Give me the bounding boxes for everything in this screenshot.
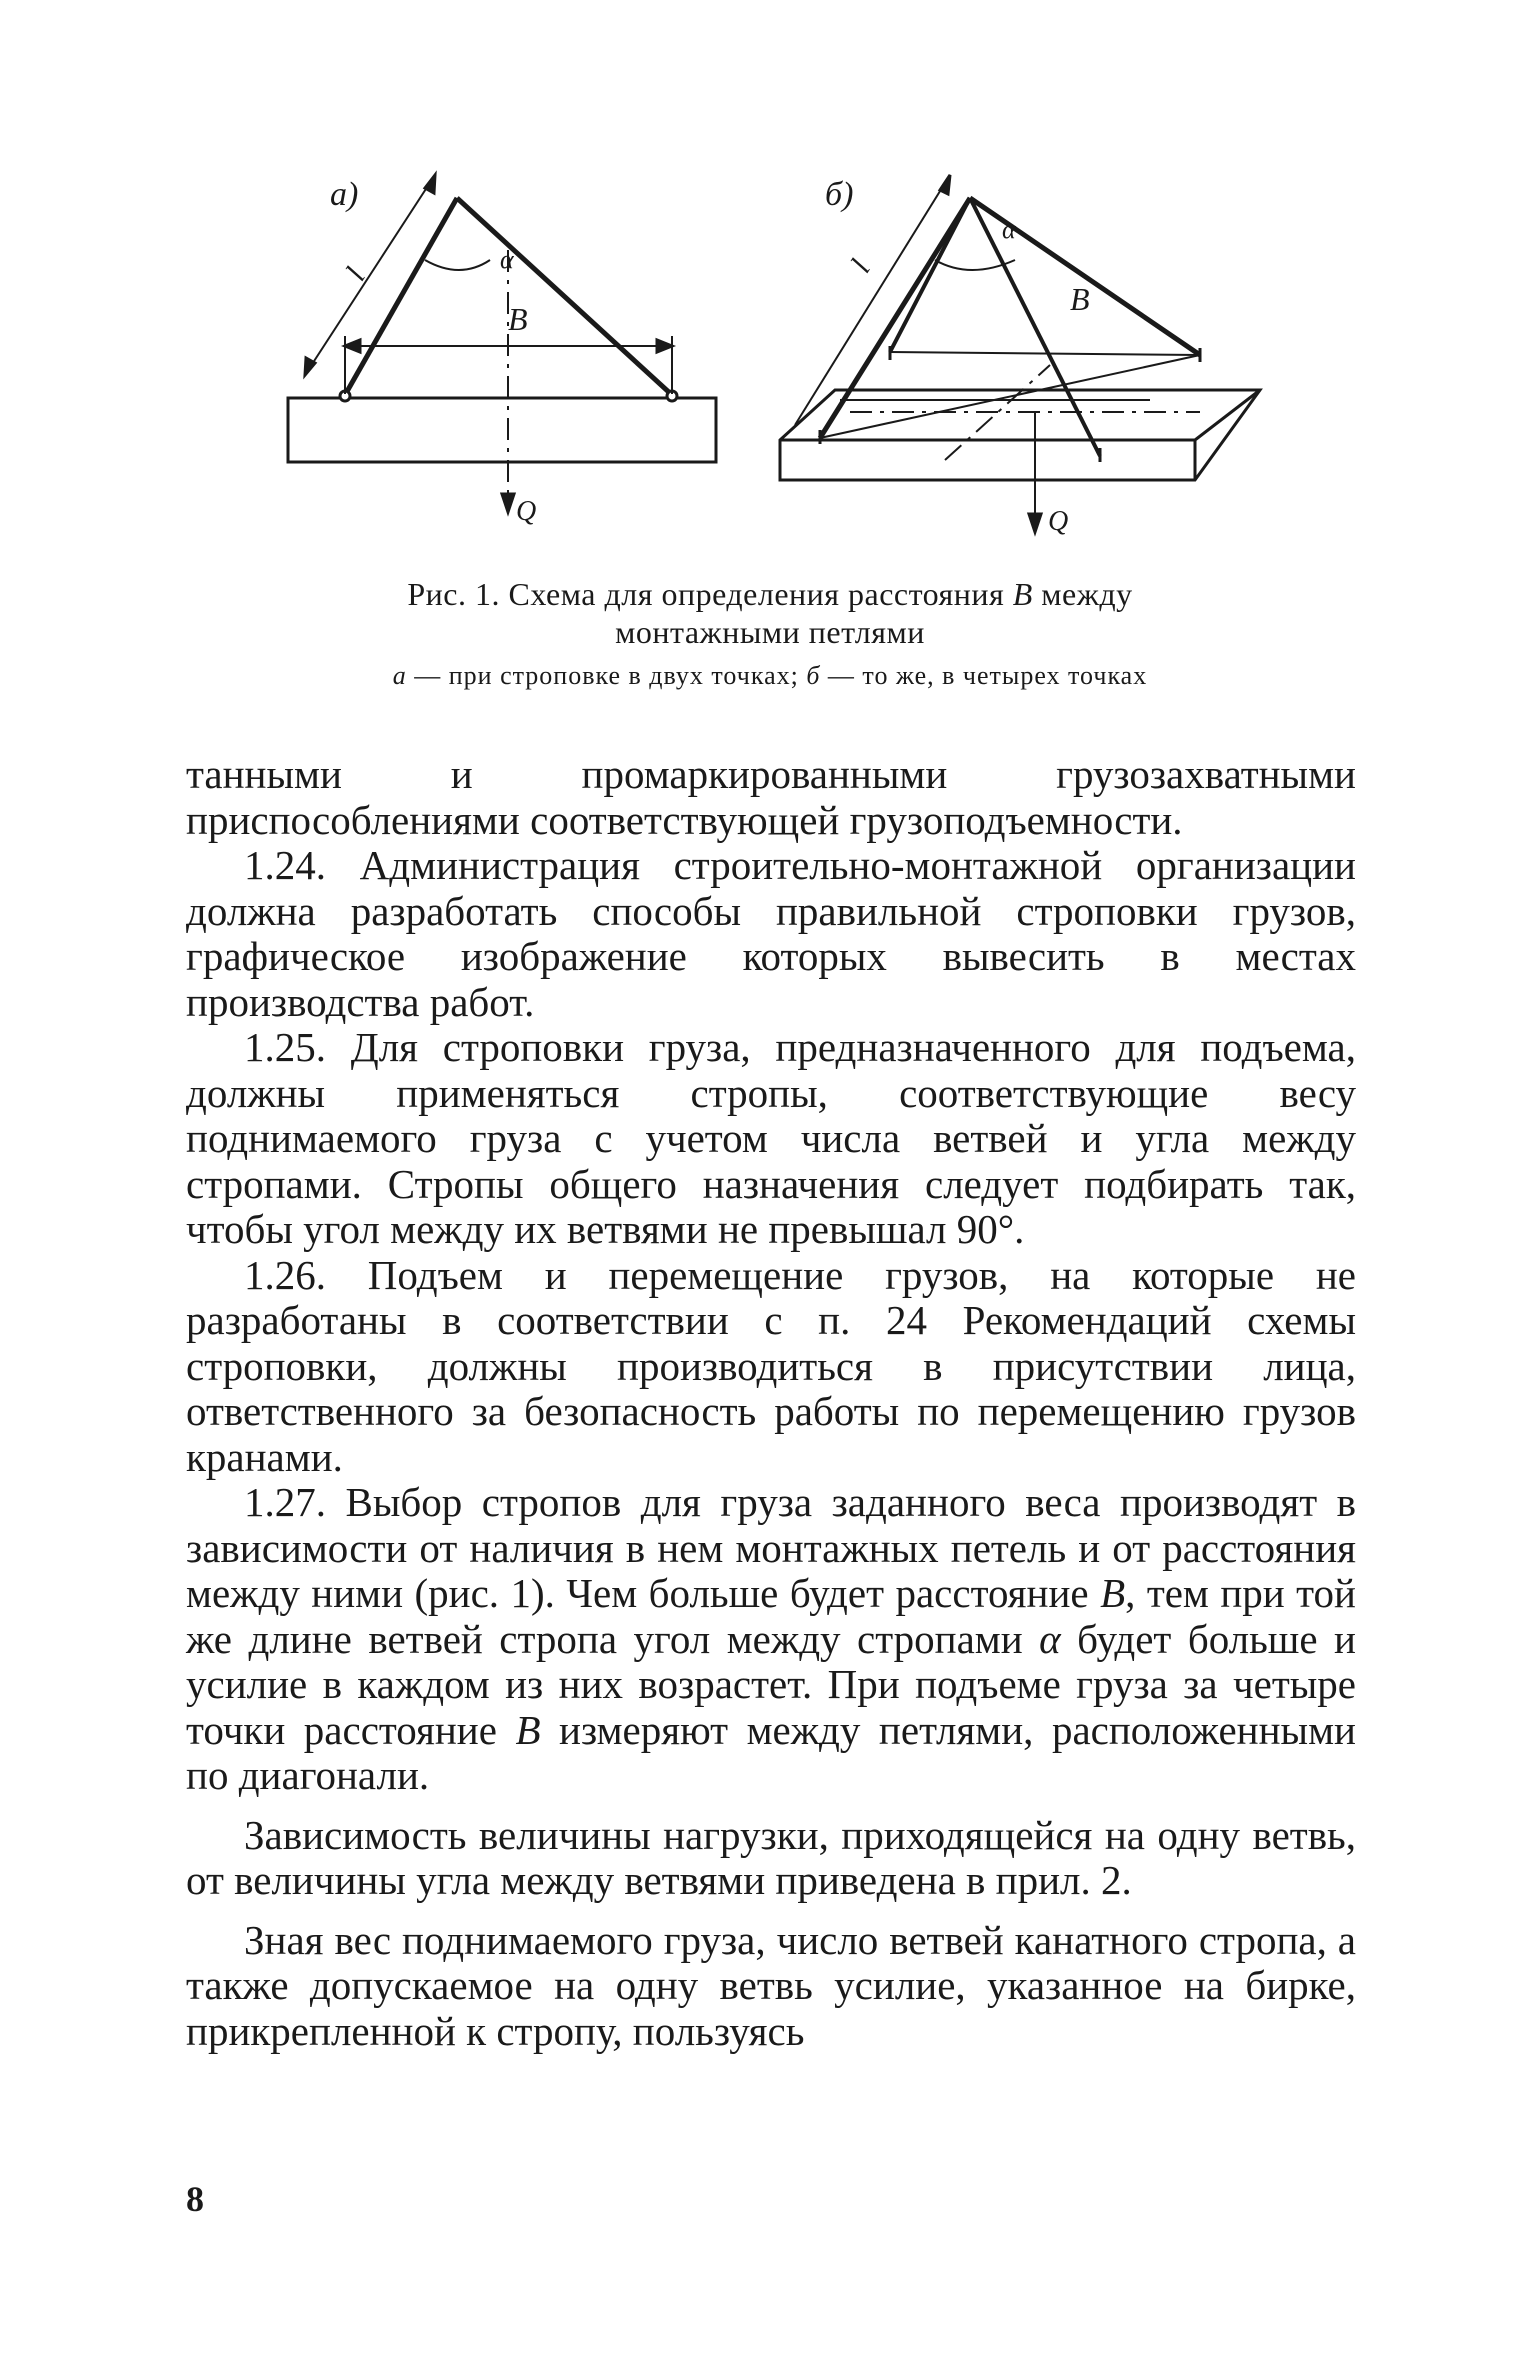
body-text (186, 752, 1356, 2054)
beam-a (288, 398, 716, 462)
paragraph-number: 1.24. (244, 842, 326, 888)
variable-b: B (515, 1706, 541, 1753)
paragraph-text: Подъем и перемещение грузов, на которые не разработаны в соответствии с п. 24 Рекомендаций схемы строповки, должны производиться в присутствии лица, ответственного за безопасность работы по перемещению грузов кранами. (186, 1251, 1356, 1480)
panel-a-q-label: Q (516, 496, 537, 527)
caption-legend-b-text: — то же, в четырех точках (820, 661, 1148, 690)
paragraph-knowing-weight: Зная вес поднимаемого груза, число ветвей канатного стропа, а также допускаемое на одну ветвь усилие, указанное на бирке, прикрепленной к стропу, пользуясь (186, 1916, 1356, 2054)
paragraph-text: будет больше и усилие в каждом из них возрастет. При подъеме груза за четыре точки расстояние (186, 1615, 1356, 1753)
panel-a-label: а) (330, 176, 359, 213)
paragraph-text: Для строповки груза, предназначенного для подъема, должны применяться стропы, соответствующие весу поднимаемого груза с учетом числа ветвей и угла между стропами. Стропы общего назначения следует подбирать так, чтобы угол между их ветвями не превышал 90°. (186, 1024, 1356, 1252)
paragraph-number: 1.25. (244, 1024, 326, 1070)
panel-b-l-label: l (844, 253, 877, 279)
caption-title-line2: монтажными петлями (615, 614, 925, 650)
panel-b-b-label: B (1070, 281, 1090, 317)
variable-alpha: α (1039, 1615, 1061, 1662)
sling-diagram (270, 150, 1290, 570)
panel-b-q-label: Q (1048, 506, 1069, 537)
panel-b-alpha-label: α (1002, 215, 1016, 244)
paragraph-text: измеряют между петлями, расположенными по диагонали. (186, 1706, 1356, 1798)
figure-1 (270, 150, 1290, 570)
paragraph-number: 1.26. (244, 1251, 326, 1298)
page-number: 8 (186, 2179, 204, 2219)
caption-legend-a: а (392, 661, 407, 690)
panel-a-l-label: l (339, 261, 372, 287)
panel-a-drawing (288, 175, 716, 512)
paragraph-load-dependency: Зависимость величины нагрузки, приходящейся на одну ветвь, от величины угла между ветвями приведена в прил. 2. (186, 1811, 1356, 1903)
sling-a-right (457, 198, 672, 395)
paragraph-1-27 (186, 1480, 1356, 1799)
paragraph-text: , тем при той же длине ветвей стропа угол между стропами (186, 1570, 1356, 1662)
caption-legend-a-text: — при строповке в двух точках; (406, 661, 807, 690)
figure-caption (230, 575, 1310, 697)
caption-title-var: B (1012, 576, 1033, 612)
panel-b-drawing (780, 175, 1260, 532)
panel-a-alpha-label: α (500, 245, 514, 274)
panel-b-label: б) (825, 176, 854, 213)
paragraph-text: Администрация строительно-монтажной организации должна разработать способы правильной строповки грузов, графическое изображение которых вывесить в местах производства работ. (186, 842, 1356, 1025)
paragraph-1-26 (186, 1253, 1356, 1481)
paragraph-continuation: танными и промаркированными грузозахватными приспособлениями соответствующей грузоподъемности. (186, 751, 1356, 843)
caption-title (230, 575, 1310, 613)
paragraph-number: 1.27. (244, 1479, 326, 1525)
panel-a-b-label: B (508, 301, 528, 337)
caption-legend (230, 655, 1310, 697)
caption-title-suffix: между (1032, 576, 1133, 612)
caption-legend-b: б (806, 661, 821, 690)
paragraph-1-24 (186, 843, 1356, 1025)
paragraph-1-25 (186, 1025, 1356, 1253)
variable-b: B (1100, 1570, 1126, 1616)
caption-title-prefix: Рис. 1. Схема для определения расстояния (407, 576, 1013, 612)
paragraph-text: Выбор стропов для груза заданного веса производят в зависимости от наличия в нем монтажных петель и от расстояния между ними (рис. 1). Чем больше будет расстояние (186, 1479, 1356, 1616)
